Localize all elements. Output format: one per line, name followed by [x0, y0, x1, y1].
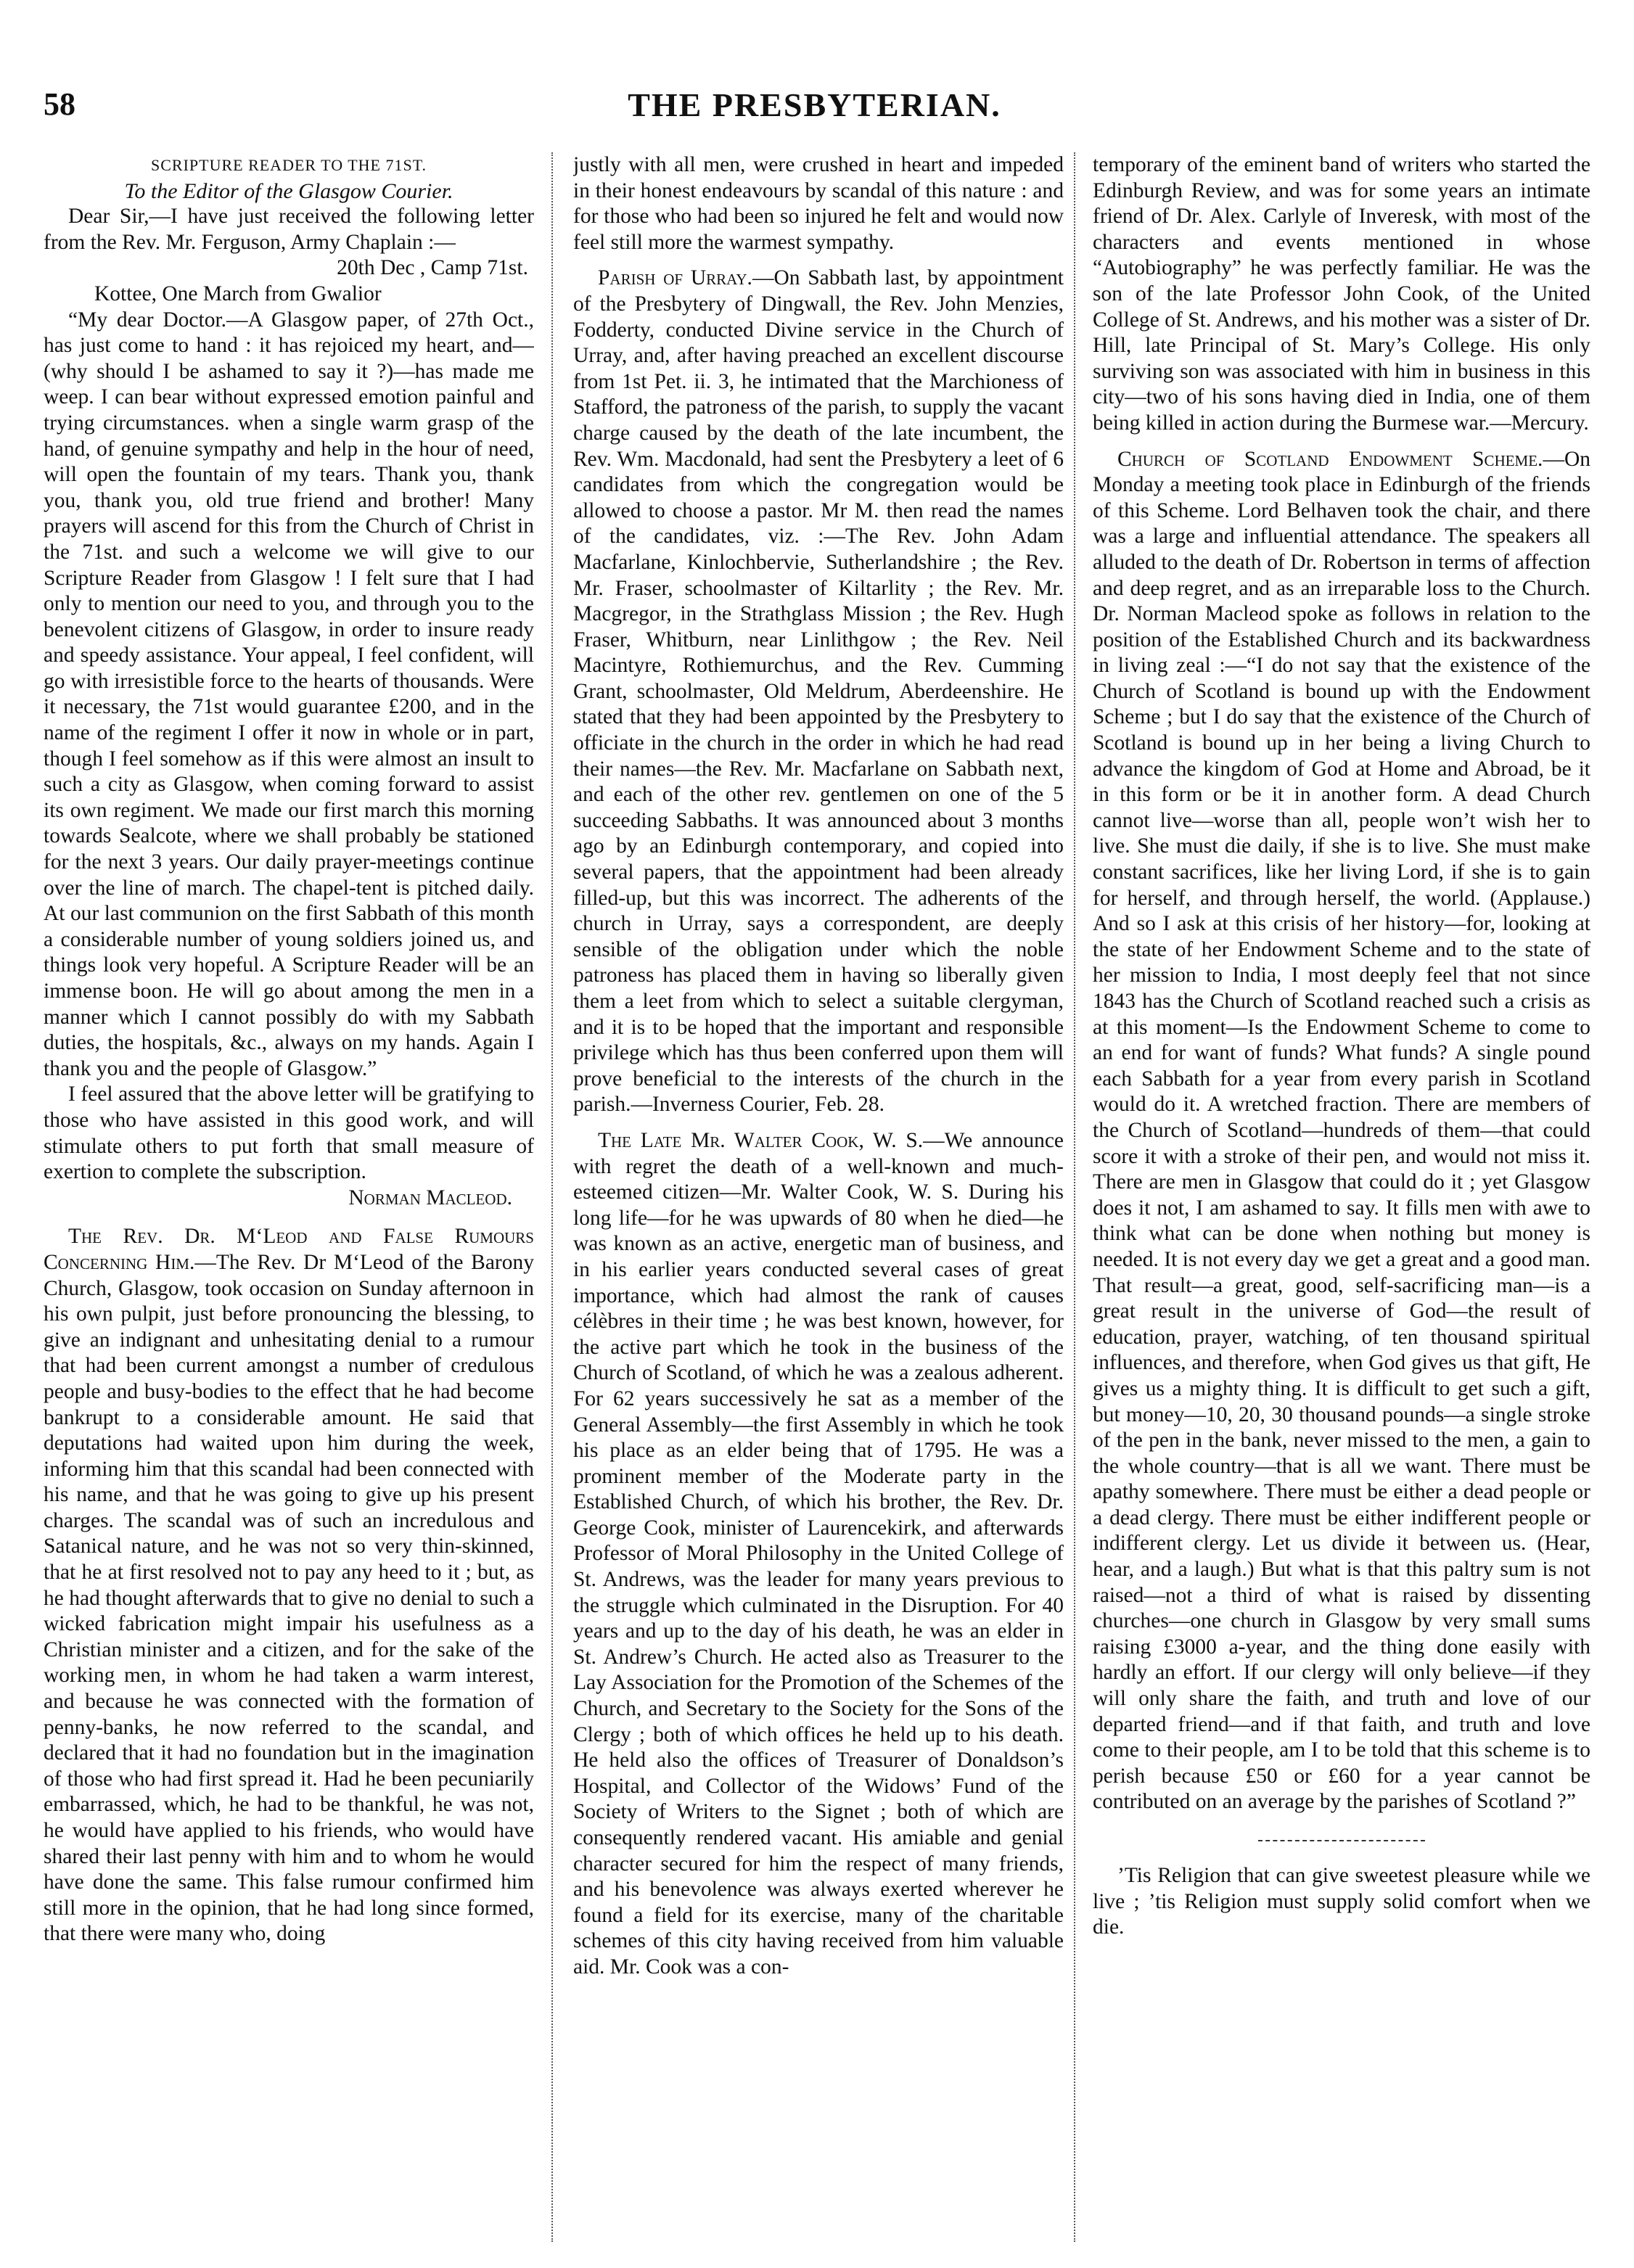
article-heading: SCRIPTURE READER TO THE 71ST. [150, 156, 427, 174]
article-lead: Parish of Urray. [598, 266, 752, 290]
letter-signature: Norman Macleod. [348, 1186, 512, 1209]
column-rule-2 [1074, 152, 1075, 2242]
article-text: —The Rev. Dr M‘Leod of the Barony Church, Glasgow, took occasion on Sunday afternoon in his own pulpit, just before pronouncing the blessing, to give an indignant and unhesitating denial to a rumour that had been current amongst a number of credulous people and busy-bodies to the effect that he had become bankrupt to a considerable amount. He said that deputations had waited upon him during the week, informing him that this scandal had been connected with his name, and that he was going to give up his present charges. The scandal was of such an incredulous and Satanical nature, and he was not so very thin-skinned, that he at first resolved not to pay any heed to it ; but, as he had thought afterwards that to give no denial to such a wicked fabrication might impair his usefulness as a Christian minister and a citizen, and for the sake of the working men, in whom he had taken a warm interest, and because he was connected with the formation of penny-banks, he now referred to the scandal, and declared that it had no foundation but in the imagination of those who had first spread it. Had he been pecuniarily embarrassed, which, he had to be thankful, he was not, he would have applied to his friends, who would have shared their last penny with him and to whom he would have done the same. This false rumour confirmed him still more in the opinion, that he had long since formed, that there were many who, doing [44, 1250, 534, 1946]
article-urray [573, 266, 1064, 1118]
column-3 [1093, 152, 1590, 2242]
article-continuation: justly with all men, were crushed in heart and impeded in their honest endeavours by scandal of this nature : and for those who had been so injured he felt and would now feel still more the warmest sympathy. [573, 153, 1064, 254]
column-2 [573, 152, 1064, 2242]
article-continuation: temporary of the eminent band of writers who started the Edinburgh Review, and was for some years an intimate friend of Dr. Alex. Carlyle of Inveresk, with most of the characters and events mentioned in whose “Autobiography” he was perfectly familiar. He was the son of the late Professor John Cook, of the United College of St. Andrews, and his mother was a sister of Dr. Hill, late Principal of St. Mary’s College. His only surviving son was associated with him in business in this city—two of his sons having died in India, one of them being killed in action during the Burmese war.—Mercury. [1093, 153, 1590, 435]
article-rumours [44, 1224, 534, 1947]
letter-body: “My dear Doctor.—A Glasgow paper, of 27th Oct., has just come to hand : it has rejoiced my heart, and—(why should I be ashamed to say it ?)—has made me weep. I can bear without expressed emotion painful and trying circumstances. when a single warm grasp of the hand, of genuine sympathy and help in the hour of need, will open the fountain of my tears. Thank you, thank you, thank you, old true friend and brother! Many prayers will ascend for this from the Church of Christ in the 71st. and such a welcome we will give to our Scripture Reader from Glasgow ! I felt sure that I had only to mention our need to you, and through you to the benevolent citizens of Glasgow, in order to insure ready and speedy assistance. Your appeal, I feel confident, will go with irresistible force to the hearts of thousands. Were it necessary, the 71st would guarantee £200, and in the name of the regiment I offer it now in whole or in part, though I feel somehow as if this were almost an insult to such a city as Glasgow, when coming forward to assist its own regiment. We made our first march this morning towards Sealcote, where we shall probably be stationed for the next 3 years. Our daily prayer-meetings continue over the line of march. The chapel-tent is pitched daily. At our last communion on the first Sabbath of this month a considerable number of young soldiers joined us, and things look very hopeful. A Scripture Reader will be an immense boon. He will go about among the men in a manner which I cannot possibly do with my Sabbath duties, the hospitals, &c., always on my hands. Again I thank you and the people of Glasgow.” [44, 308, 534, 1080]
letter-address: To the Editor of the Glasgow Courier. [124, 178, 453, 203]
article-lead: The Late Mr. Walter Cook, W. S. [598, 1128, 924, 1152]
letter-location: Kottee, One March from Gwalior [94, 282, 382, 305]
article-endowment [1093, 447, 1590, 1815]
letter-dateline: 20th Dec , Camp 71st. [337, 256, 528, 280]
article-text: —On Monday a meeting took place in Edinburgh of the friends of this Scheme. Lord Belhaven took the chair, and there was a large and influential attendance. The speakers all alluded to the death of Dr. Robertson in terms of affection and deep regret, and as an irreparable loss to the Church. Dr. Norman Macleod spoke as follows in relation to the position of the Established Church and its backwardness in living zeal :—“I do not say that the existence of the Church of Scotland is bound up with the Endowment Scheme ; but I do say that the existence of the Church of Scotland is bound up in her being a living Church to advance the kingdom of God at Home and Abroad, be it in this form or be it in another form. A dead Church cannot live—worse than all, people won’t wish her to live. She must die daily, if she is to live. She must make constant sacrifices, like her living Lord, if she is to gain for herself, and through herself, the world. (Applause.) And so I ask at this crisis of her history—for, looking at the state of her Endowment Scheme and to the state of her mission to India, I most deeply feel that not since 1843 has the Church of Scotland reached such a crisis as at this moment—Is the Endowment Scheme to come to an end for want of funds? What funds? A single pound each Sabbath for a year from every parish in Scotland would do it. A wretched fraction. There are members of the Church of Scotland—hundreds of them—that could score it with a stroke of their pen, and would not miss it. There are men in Glasgow that could do it ; yet Glasgow does it not, I am ashamed to say. It fills men with awe to think what can be done when nothing but money is needed. It is not every day we get a great and a good man. That result—a great, good, self-sacrificing man—is a great result in the universe of God—the result of education, prayer, watching, of ten thousand spiritual influences, and therefore, when God gives us that gift, He gives us a mighty thing. It is difficult to get such a gift, but money—10, 20, 30 thousand pounds—a single stroke of the pen in the bank, never missed to the men, a gain to the whole country—that is all we want. There must be apathy somewhere. There must be either a dead people or a dead clergy. There must be either indifferent people or indifferent clergy. Let us divide it between us. (Hear, hear, and a laugh.) But what is that this paltry sum is not raised—not a third of what is raised by dissenting churches—one church in Glasgow by very small sums raising £3000 a-year, and the thing done easily with hardly an effort. If our clergy will only believe—if they will only share the faith, and truth and love of our departed friend—and if that faith, and truth and love come to their people, am I to be told that this scheme is to perish because £50 or £60 for a year cannot be contributed on an average by the parishes of Scotland ?” [1093, 447, 1590, 1814]
article-lead: Church of Scotland Endowment Scheme. [1117, 447, 1543, 471]
letter-closing: I feel assured that the above letter will be gratifying to those who have assisted in this good work, and will stimulate others to put forth that small measure of exertion to complete the subscription. [44, 1082, 534, 1184]
page-header [44, 86, 1585, 136]
page-number: 58 [44, 86, 75, 122]
section-divider [1258, 1840, 1425, 1841]
running-title: THE PRESBYTERIAN. [628, 86, 1001, 123]
article-text: —We announce with regret the death of a well-known and much-esteemed citizen—Mr. Walter Cook, W. S. During his long life—for he was upwards of 80 when he died—he was known as an active, energetic man of business, and in his earlier years conducted several cases of great importance, which had almost the rank of causes célèbres in their time ; he was best known, however, for the active part which he took in the business of the Church of Scotland, of which he was a zealous adherent. For 62 years successively he sat as a member of the General Assembly—the first Assembly in which he took his place as an elder being that of 1795. He was a prominent member of the Moderate party in the Established Church, of which his brother, the Rev. Dr. George Cook, minister of Laurencekirk, and afterwards Professor of Moral Philosophy in the United College of St. Andrews, was the leader for many years previous to the struggle which culminated in the Disruption. For 40 years and up to the day of his death, he was an elder in St. Andrew’s Church. He acted also as Treasurer to the Lay Association for the Promotion of the Schemes of the Church, and Secretary to the Society for the Sons of the Clergy ; both of which offices he held up to his death. He held also the offices of Treasurer of Donaldson’s Hospital, and Collector of the Widows’ Fund of the Society of Writers to the Signet ; both of which are consequently rendered vacant. His amiable and genial character secured for him the respect of many friends, and his benevolence was always exerted wherever he found a field for its exercise, many of the charitable schemes of this city having received from him valuable aid. Mr. Cook was a con- [573, 1128, 1064, 1979]
article-cook [573, 1128, 1064, 1981]
closing-verse: ’Tis Religion that can give sweetest pleasure while we live ; ’tis Religion must supply solid comfort when we die. [1093, 1864, 1590, 1939]
article-text: —On Sabbath last, by appointment of the Presbytery of Dingwall, the Rev. John Menzies, Fodderty, conducted Divine service in the Church of Urray, and, after having preached an excellent discourse from 1st Pet. ii. 3, he intimated that the Marchioness of Stafford, the patroness of the parish, to supply the vacant charge caused by the death of the late incumbent, the Rev. Wm. Macdonald, had sent the Presbytery a leet of 6 candidates from which the congregation would be allowed to choose a pastor. Mr M. then read the names of the candidates, viz. :—The Rev. John Adam Macfarlane, Kinlochbervie, Sutherlandshire ; the Rev. Mr. Fraser, schoolmaster of Kiltarlity ; the Rev. Mr. Macgregor, in the Strathglass Mission ; the Rev. Hugh Fraser, Whitburn, near Linlithgow ; the Rev. Neil Macintyre, Rothiemurchus, and the Rev. Cumming Grant, schoolmaster, Old Meldrum, Aberdeenshire. He stated that they had been appointed by the Presbytery to officiate in the church in the order in which he had read their names—the Rev. Mr. Macfarlane on Sabbath next, and each of the other rev. gentlemen on one of the 5 succeeding Sabbaths. It was announced about 3 months ago by an Edinburgh contemporary, and copied into several papers, that the appointment had been already filled-up, but this was incorrect. The adherents of the church in Urray, says a correspondent, are deeply sensible of the obligation under which the noble patroness has placed them in having so liberally given them a leet from which to select a suitable clergyman, and it is to be hoped that the important and responsible privilege which has thus been conferred upon them will prove beneficial to the interests of the church in the parish.—Inverness Courier, Feb. 28. [573, 266, 1064, 1117]
column-1 [44, 152, 534, 2242]
article-lead: The Rev. Dr. M‘Leod and False Rumours Concerning Him. [44, 1225, 534, 1274]
letter-intro: Dear Sir,—I have just received the following letter from the Rev. Mr. Ferguson, Army Chaplain :— [44, 205, 534, 254]
column-rule-1 [551, 152, 553, 2242]
